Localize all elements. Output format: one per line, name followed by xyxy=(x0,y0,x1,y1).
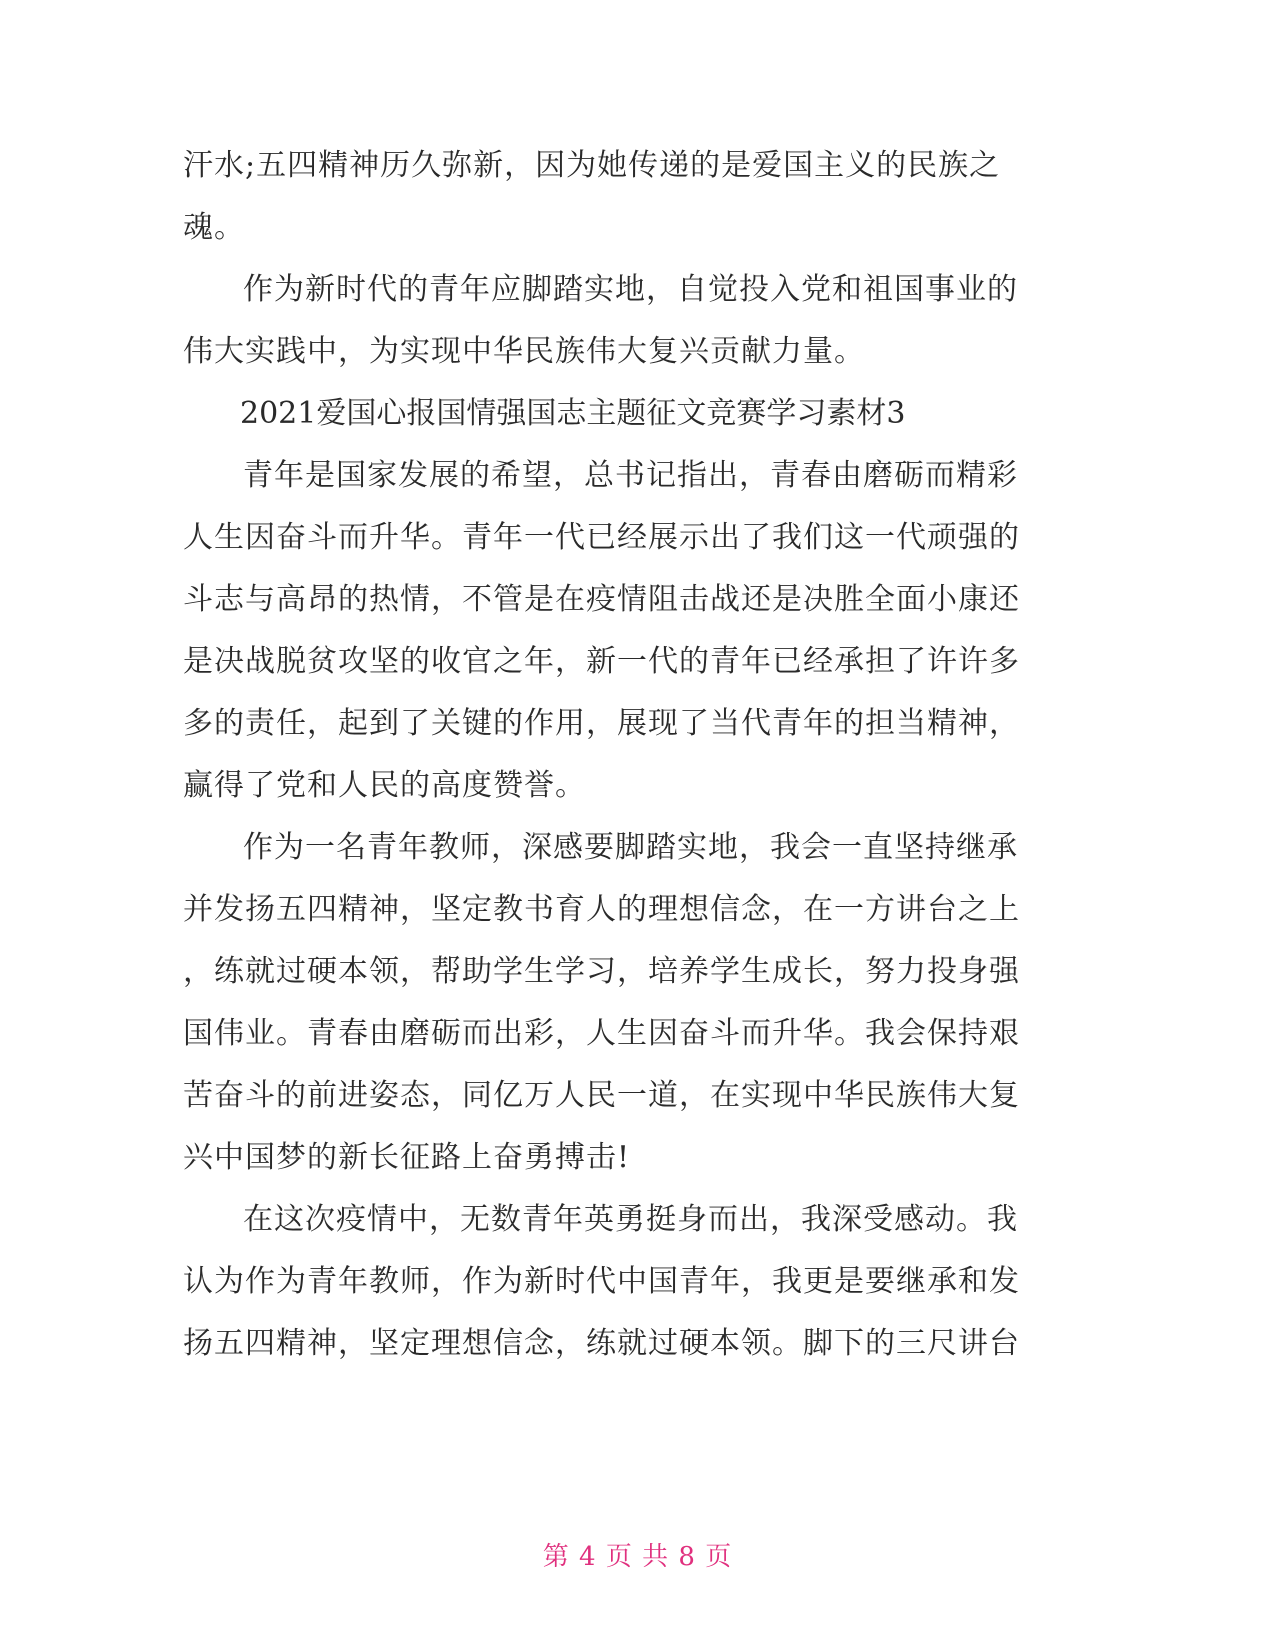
paragraph-start-line: 作为新时代的青年应脚踏实地，自觉投入党和祖国事业的 xyxy=(243,272,1018,307)
text-line: 人生因奋斗而升华。青年一代已经展示出了我们这一代顽强的 xyxy=(183,520,1020,555)
text-line: 兴中国梦的新长征路上奋勇搏击! xyxy=(183,1140,631,1175)
text-line: 是决战脱贫攻坚的收官之年，新一代的青年已经承担了许许多 xyxy=(183,644,1020,679)
text-line: 汗水;五四精神历久弥新，因为她传递的是爱国主义的民族之 xyxy=(183,148,1001,183)
text-line: 扬五四精神，坚定理想信念，练就过硬本领。脚下的三尺讲台 xyxy=(183,1326,1020,1361)
text-line: 伟大实践中，为实现中华民族伟大复兴贡献力量。 xyxy=(183,334,865,369)
text-line: 魂。 xyxy=(183,210,245,245)
document-body xyxy=(183,135,1035,1375)
section-heading: 2021爱国心报国情强国志主题征文竞赛学习素材3 xyxy=(240,396,906,431)
text-line: 认为作为青年教师，作为新时代中国青年，我更是要继承和发 xyxy=(183,1264,1020,1299)
text-line: 斗志与高昂的热情，不管是在疫情阻击战还是决胜全面小康还 xyxy=(183,582,1020,617)
text-line: 苦奋斗的前进姿态，同亿万人民一道，在实现中华民族伟大复 xyxy=(183,1078,1020,1113)
paragraph-start-line: 在这次疫情中，无数青年英勇挺身而出，我深受感动。我 xyxy=(243,1202,1018,1237)
text-line: 多的责任，起到了关键的作用，展现了当代青年的担当精神， xyxy=(183,706,1020,741)
text-line: 并发扬五四精神，坚定教书育人的理想信念，在一方讲台之上 xyxy=(183,892,1020,927)
text-line: 国伟业。青春由磨砺而出彩，人生因奋斗而升华。我会保持艰 xyxy=(183,1016,1020,1051)
text-line: ，练就过硬本领，帮助学生学习，培养学生成长，努力投身强 xyxy=(183,954,1020,989)
page-number-footer: 第 4 页 共 8 页 xyxy=(542,1542,733,1572)
paragraph-start-line: 青年是国家发展的希望，总书记指出，青春由磨砺而精彩 xyxy=(243,458,1018,493)
text-line: 赢得了党和人民的高度赞誉。 xyxy=(183,768,586,803)
paragraph-start-line: 作为一名青年教师，深感要脚踏实地，我会一直坚持继承 xyxy=(243,830,1018,865)
